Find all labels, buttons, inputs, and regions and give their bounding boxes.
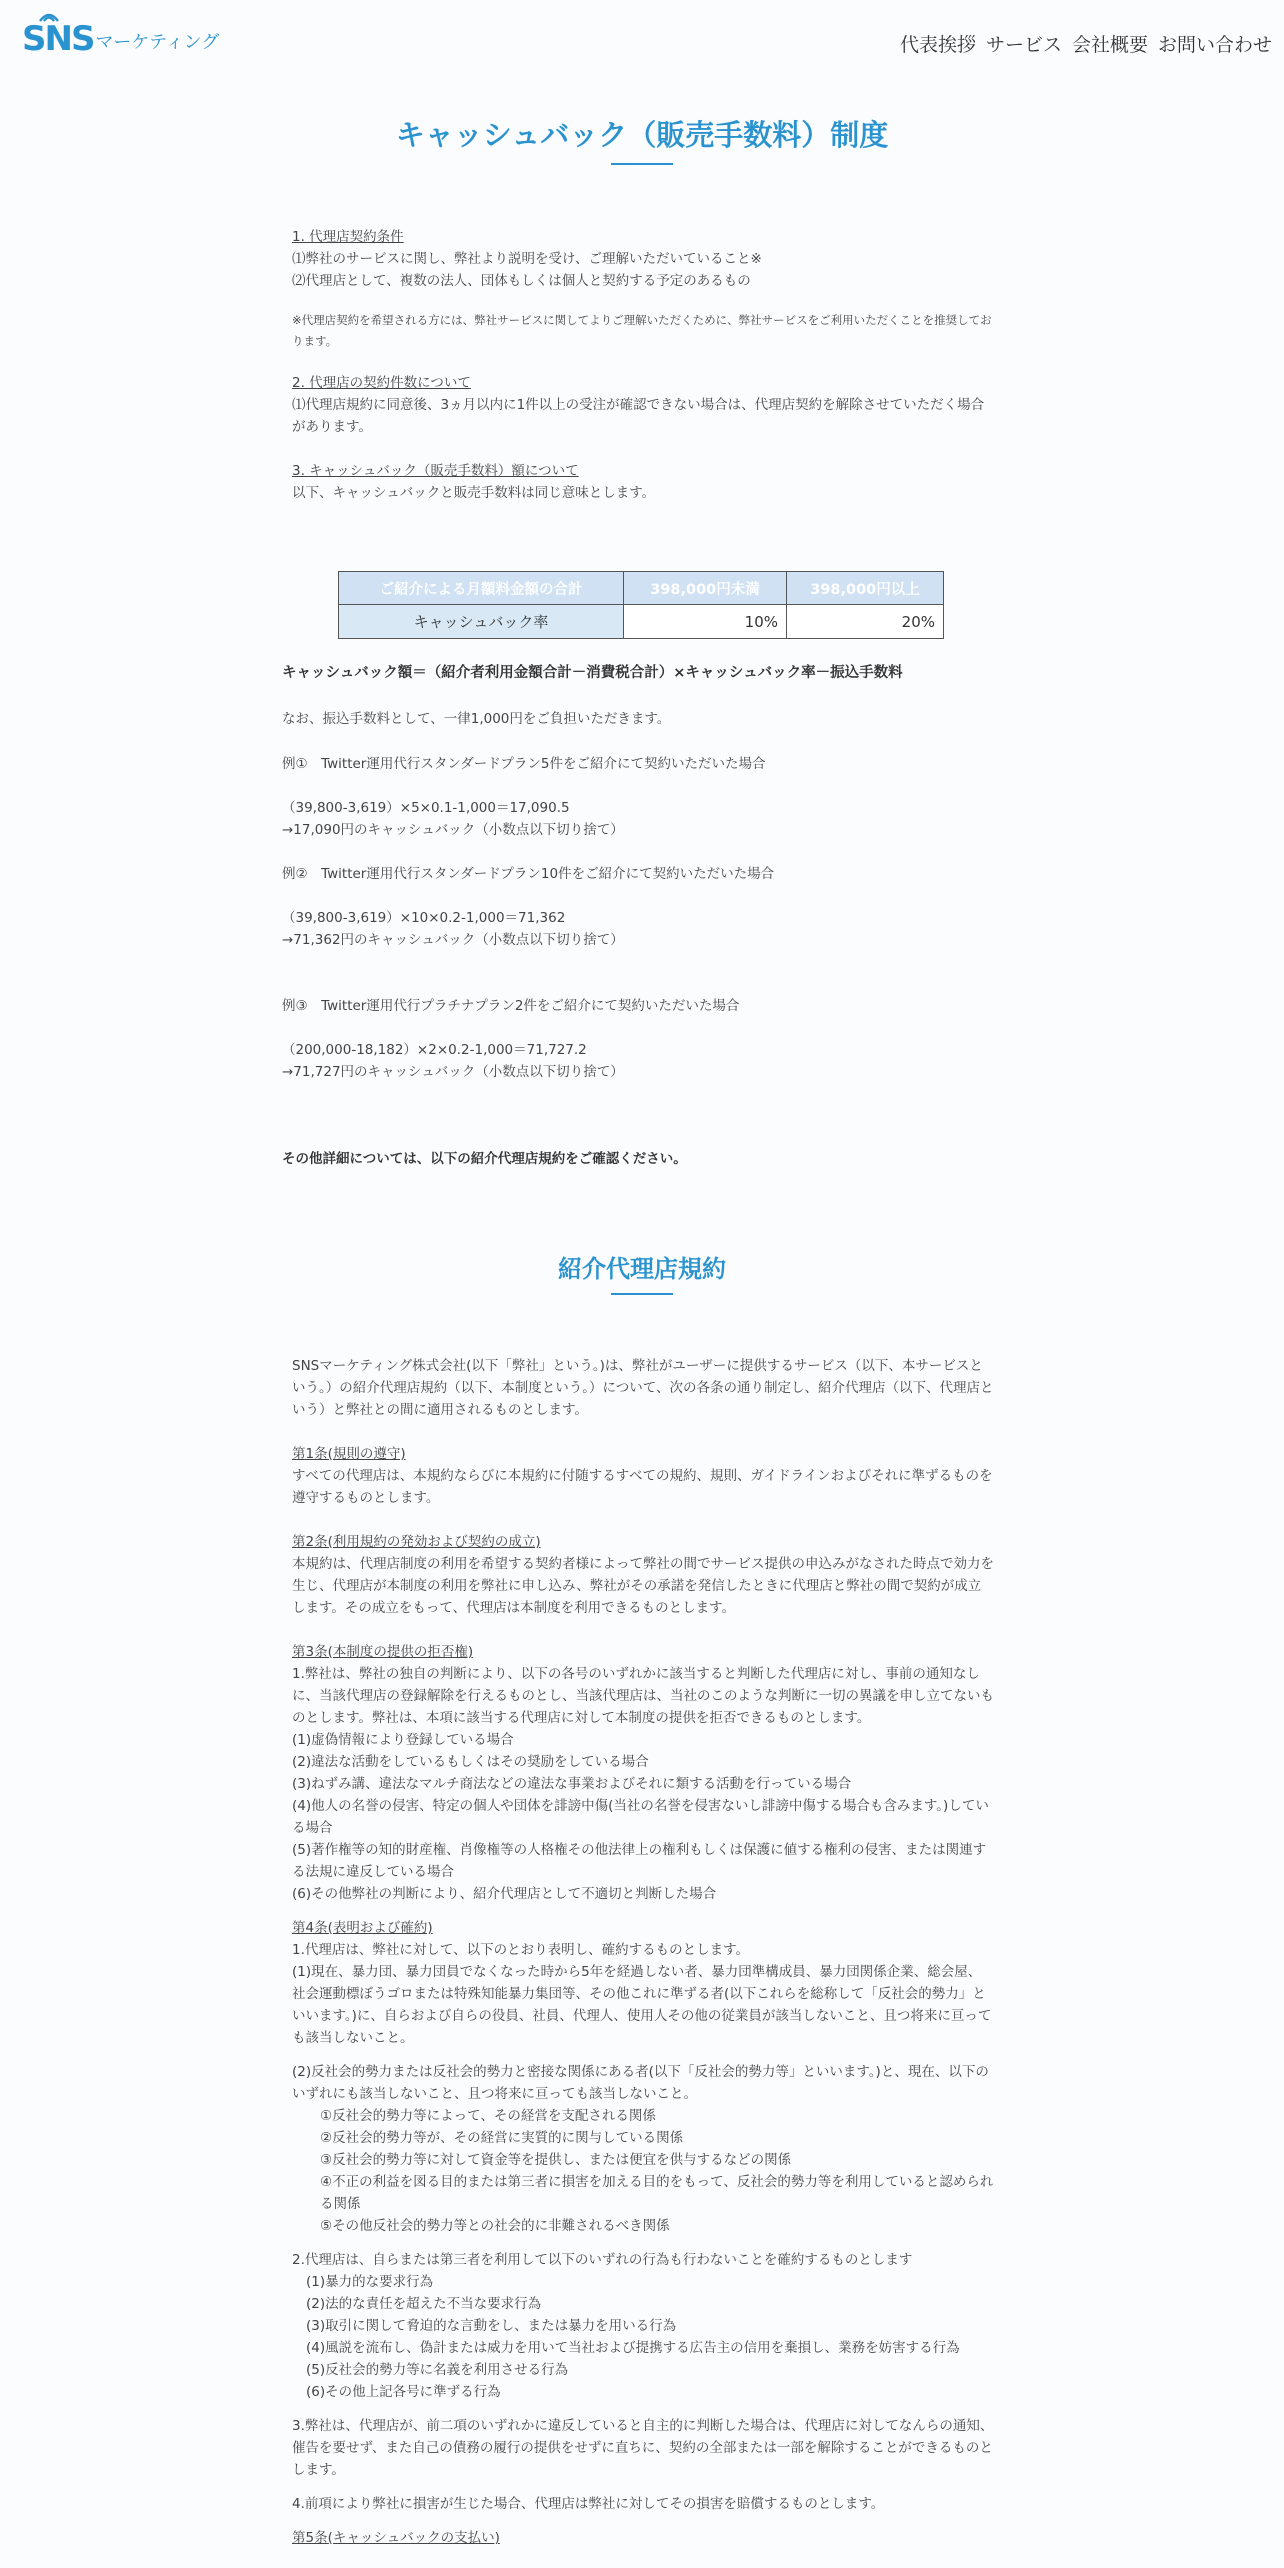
example-title: 例① Twitter運用代行スタンダードプラン5件をご紹介にて契約いただいた場合 — [282, 756, 766, 772]
nav-company[interactable]: 会社概要 — [1071, 34, 1148, 56]
terms-title: 紹介代理店規約 — [558, 1255, 726, 1283]
cashback-formula: キャッシュバック額＝（紹介者利用金額合計－消費税合計）×キャッシュバック率－振込手数料 — [282, 665, 903, 681]
example-title: 例② Twitter運用代行スタンダードプラン10件をご紹介にて契約いただいた場合 — [282, 866, 775, 882]
list-item: (1)虚偽情報により登録している場合 — [292, 1732, 514, 1748]
example-calc: （39,800-3,619）×10×0.2-1,000＝71,362 — [282, 910, 566, 926]
site-header — [0, 0, 1284, 90]
list-item: (5)反社会的勢力等に名義を利用させる行為 — [306, 2362, 569, 2378]
table-cell-rate: 20% — [787, 605, 944, 639]
nav-service[interactable]: サービス — [985, 34, 1062, 56]
article-body: 3.弊社は、代理店が、前二項のいずれかに違反していると自主的に判断した場合は、代理店に対してなんらの通知、催告を要せず、また自己の債務の履行の提供をせずに直ちに、契約の全部または一部を解除することができるものとします。 — [292, 2418, 994, 2478]
nav-contact[interactable]: お問い合わせ — [1157, 34, 1272, 56]
list-item: ③反社会的勢力等に対して資金等を提供し、または便宜を供与するなどの関係 — [320, 2152, 792, 2168]
list-item: (4)風説を流布し、偽計または威力を用いて当社および提携する広告主の信用を棄損し、業務を妨害する行為 — [306, 2340, 960, 2356]
cashback-conditions — [292, 226, 992, 504]
article-title: 第4条(表明および確約) — [292, 1920, 433, 1936]
cashback-title: キャッシュバック（販売手数料）制度 — [395, 118, 889, 152]
article-body: (1)現在、暴力団、暴力団員でなくなった時から5年を経過しない者、暴力団準構成員、暴力団関係企業、総会屋、社会運動標ぼうゴロまたは特殊知能暴力集団等、その他これに準ずる者(以下これらを総称して「反社会的勢力」といいます。)に、自らおよび自らの役員、社員、代理人、使用人その他の従業員が該当しないこと、且つ将来に亘っても該当しないこと。 — [292, 1964, 992, 2046]
condition-heading-2: 2. 代理店の契約件数について — [292, 375, 471, 391]
table-row-label: キャッシュバック率 — [339, 605, 624, 639]
list-item: (3)取引に関して脅迫的な言動をし、または暴力を用いる行為 — [306, 2318, 677, 2334]
list-item: (5)著作権等の知的財産権、肖像権等の人格権その他法律上の権利もしくは保護に値する権利の侵害、または関連する法規に違反している場合 — [292, 1842, 987, 1880]
article-title: 第3条(本制度の提供の拒否権) — [292, 1644, 474, 1660]
terms-title-underline — [611, 1293, 673, 1295]
article-title: 第1条(規則の遵守) — [292, 1446, 406, 1462]
terms-intro: SNSマーケティング株式会社(以下「弊社」という。)は、弊社がユーザーに提供するサービス（以下、本サービスという。）の紹介代理店規約（以下、本制度という。）について、次の各条の通り制定し、紹介代理店（以下、代理店という）と弊社との間に適用されるものとします。 — [292, 1358, 994, 1418]
condition-line-2: ⑵代理店として、複数の法人、団体もしくは個人と契約する予定のあるもの — [292, 273, 751, 289]
condition-note: ※代理店契約を希望される方には、弊社サービスに関してよりご理解いただくために、弊社サービスをご利用いただくことを推奨しております。 — [292, 313, 992, 348]
list-item: ②反社会的勢力等が、その経営に実質的に関与している関係 — [320, 2130, 684, 2146]
list-item: ⑤その他反社会的勢力等との社会的に非難されるべき関係 — [320, 2218, 670, 2234]
article-body: (2)反社会的勢力または反社会的勢力と密接な関係にある者(以下「反社会的勢力等」といいます。)と、現在、以下のいずれにも該当しないこと、且つ将来に亘っても該当しないこと。 — [292, 2064, 989, 2102]
closing-note: その他詳細については、以下の紹介代理店規約をご確認ください。 — [282, 1151, 687, 1167]
example-result: →17,090円のキャッシュバック（小数点以下切り捨て） — [282, 822, 624, 838]
article-title: 第2条(利用規約の発効および契約の成立) — [292, 1534, 541, 1550]
logo-text: マーケティング — [95, 32, 220, 53]
main-nav — [900, 30, 1272, 57]
article-body: すべての代理店は、本規約ならびに本規約に付随するすべての規約、規則、ガイドラインおよびそれに準ずるものを遵守するものとします。 — [292, 1468, 993, 1506]
article-title: 第5条(キャッシュバックの支払い) — [292, 2530, 500, 2546]
list-item: (1)暴力的な要求行為 — [306, 2274, 434, 2290]
list-item: ④不正の利益を図る目的または第三者に損害を加える目的をもって、反社会的勢力等を利用していると認められる関係 — [320, 2174, 994, 2212]
article-body: 1.代理店は、弊社に対して、以下のとおり表明し、確約するものとします。 — [292, 1942, 750, 1958]
condition-line-3: ⑴代理店規約に同意後、3ヵ月以内に1件以上の受注が確認できない場合は、代理店契約を解除させていただく場合があります。 — [292, 397, 985, 435]
condition-heading-1: 1. 代理店契約条件 — [292, 229, 404, 245]
article-body: 4.前項により弊社に損害が生じた場合、代理店は弊社に対してその損害を賠償するものとします。 — [292, 2496, 885, 2512]
article-body: 1.弊社は、弊社の独自の判断により、以下の各号のいずれかに該当すると判断した代理店に対し、事前の通知なしに、当該代理店の登録解除を行えるものとし、当該代理店は、当社のこのような判断に一切の異議を申し立てないものとします。弊社は、本項に該当する代理店に対して本制度の提供を拒否できるものとします。 — [292, 1666, 994, 1726]
list-item: (6)その他上記各号に準ずる行為 — [306, 2384, 501, 2400]
table-cell-rate: 10% — [624, 605, 787, 639]
list-item: ①反社会的勢力等によって、その経営を支配される関係 — [320, 2108, 656, 2124]
list-item: (6)その他弊社の判断により、紹介代理店として不適切と判断した場合 — [292, 1886, 717, 1902]
example-calc: （200,000-18,182）×2×0.2-1,000＝71,727.2 — [282, 1042, 587, 1058]
logo[interactable] — [22, 19, 220, 59]
example-result: →71,727円のキャッシュバック（小数点以下切り捨て） — [282, 1064, 624, 1080]
list-item: (3)ねずみ講、違法なマルチ商法などの違法な事業およびそれに類する活動を行っている場合 — [292, 1776, 852, 1792]
article-body: 本規約は、代理店制度の利用を希望する契約者様によって弊社の間でサービス提供の申込みがなされた時点で効力を生じ、代理店が本制度の利用を弊社に申し込み、弊社がその承諾を発信したときに代理店と弊社の間で契約が成立します。その成立をもって、代理店は本制度を利用できるものとします。 — [292, 1556, 994, 1616]
condition-line-4: 以下、キャッシュバックと販売手数料は同じ意味とします。 — [292, 485, 656, 501]
table-header-cell: ご紹介による月額料金額の合計 — [339, 572, 624, 605]
example-result: →71,362円のキャッシュバック（小数点以下切り捨て） — [282, 932, 624, 948]
logo-mark: SNS — [22, 19, 94, 59]
table-row — [339, 605, 944, 639]
list-item: (2)法的な責任を超えた不当な要求行為 — [306, 2296, 542, 2312]
article-body: 2.代理店は、自らまたは第三者を利用して以下のいずれの行為も行わないことを確約するものとします — [292, 2252, 913, 2268]
list-item: (4)他人の名誉の侵害、特定の個人や団体を誹謗中傷(当社の名誉を侵害ないし誹謗中傷する場合も含みます。)している場合 — [292, 1798, 989, 1836]
cashback-examples — [282, 708, 1022, 1083]
nav-greeting[interactable]: 代表挨拶 — [899, 34, 976, 56]
condition-line-1: ⑴弊社のサービスに関し、弊社より説明を受け、ご理解いただいていること※ — [292, 251, 762, 267]
table-header-cell: 398,000円以上 — [787, 572, 944, 605]
terms-body — [292, 1355, 994, 2549]
table-header-row — [339, 572, 944, 605]
cashback-title-underline — [611, 163, 673, 165]
fee-note: なお、振込手数料として、一律1,000円をご負担いただきます。 — [282, 711, 671, 727]
table-header-cell: 398,000円未満 — [624, 572, 787, 605]
cashback-rate-table — [338, 571, 944, 639]
example-title: 例③ Twitter運用代行プラチナプラン2件をご紹介にて契約いただいた場合 — [282, 998, 740, 1014]
condition-heading-3: 3. キャッシュバック（販売手数料）額について — [292, 463, 579, 479]
list-item: (2)違法な活動をしているもしくはその奨励をしている場合 — [292, 1754, 649, 1770]
example-calc: （39,800-3,619）×5×0.1-1,000＝17,090.5 — [282, 800, 570, 816]
